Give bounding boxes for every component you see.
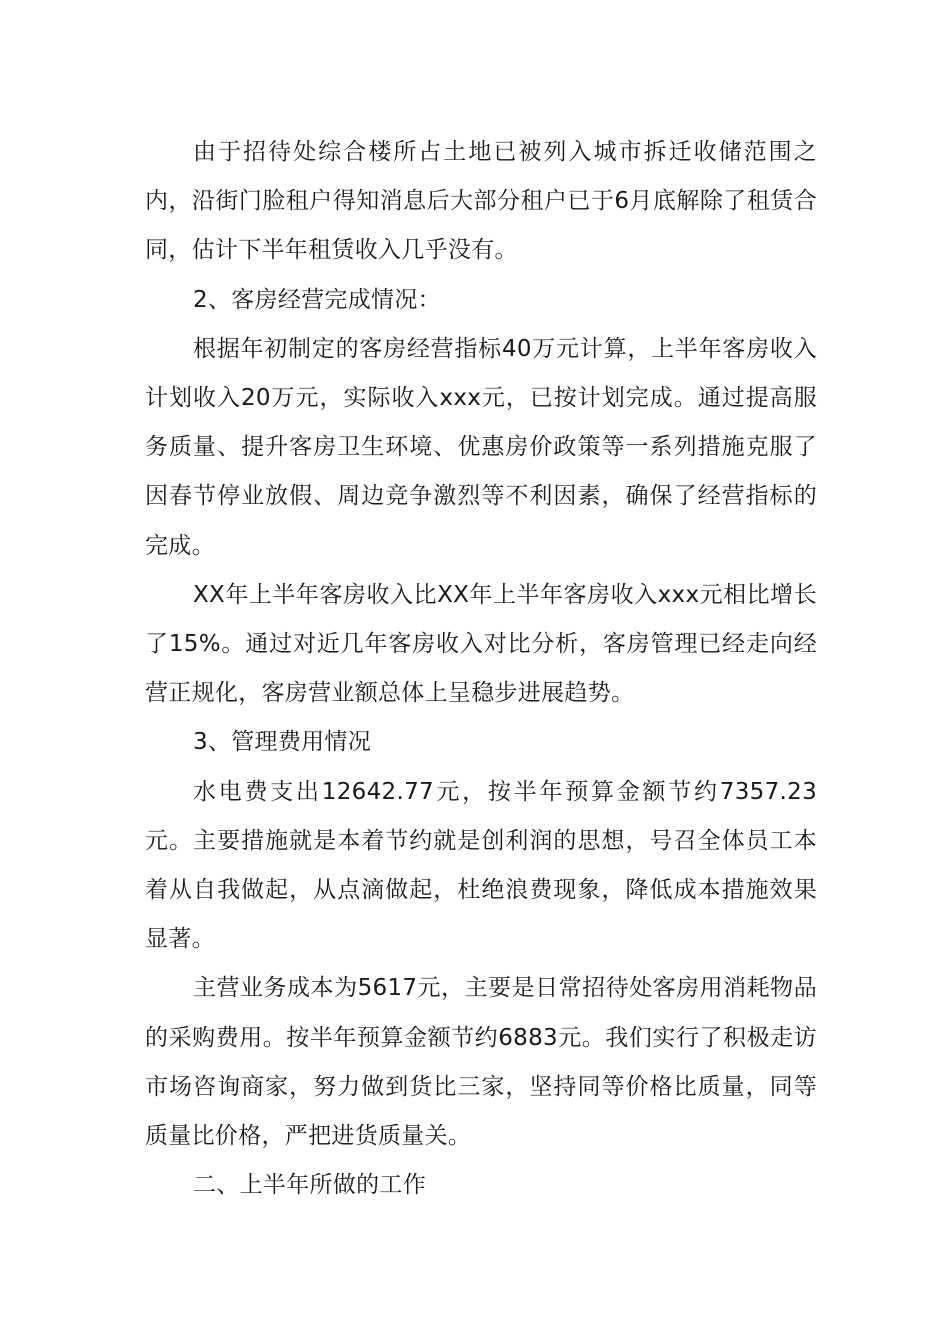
heading-guest-room-operations: 2、客房经营完成情况： [193,286,441,313]
heading-management-expenses: 3、管理费用情况 [193,729,372,756]
heading-first-half-work: 二、上半年所做的工作 [193,1172,426,1199]
document-body [145,128,817,1210]
paragraph-guest-room-growth: XX年上半年客房收入比XX年上半年客房收入xxx元相比增长了15%。通过对近几年客房收入对比分析，客房管理已经走向经营正规化，客房营业额总体上呈稳步进展趋势。 [145,581,817,707]
paragraph-utility-expenses: 水电费支出12642.77元，按半年预算金额节约7357.23元。主要措施就是本着节约就是创利润的思想，号召全体员工本着从自我做起，从点滴做起，杜绝浪费现象，降低成本措施效果显著。 [145,778,817,953]
paragraph-guest-room-targets: 根据年初制定的客房经营指标40万元计算，上半年客房收入计划收入20万元，实际收入xxx元，已按计划完成。通过提高服务质量、提升客房卫生环境、优惠房价政策等一系列措施克服了因春节停业放假、周边竞争激烈等不利因素，确保了经营指标的完成。 [145,335,817,559]
paragraph-rental-income: 由于招待处综合楼所占土地已被列入城市拆迁收储范围之内，沿街门脸租户得知消息后大部分租户已于6月底解除了租赁合同，估计下半年租赁收入几乎没有。 [145,139,817,264]
paragraph-main-business-cost: 主营业务成本为5617元，主要是日常招待处客房用消耗物品的采购费用。按半年预算金额节约6883元。我们实行了积极走访市场咨询商家，努力做到货比三家，坚持同等价格比质量，同等质量比价格，严把进货质量关。 [145,975,817,1150]
